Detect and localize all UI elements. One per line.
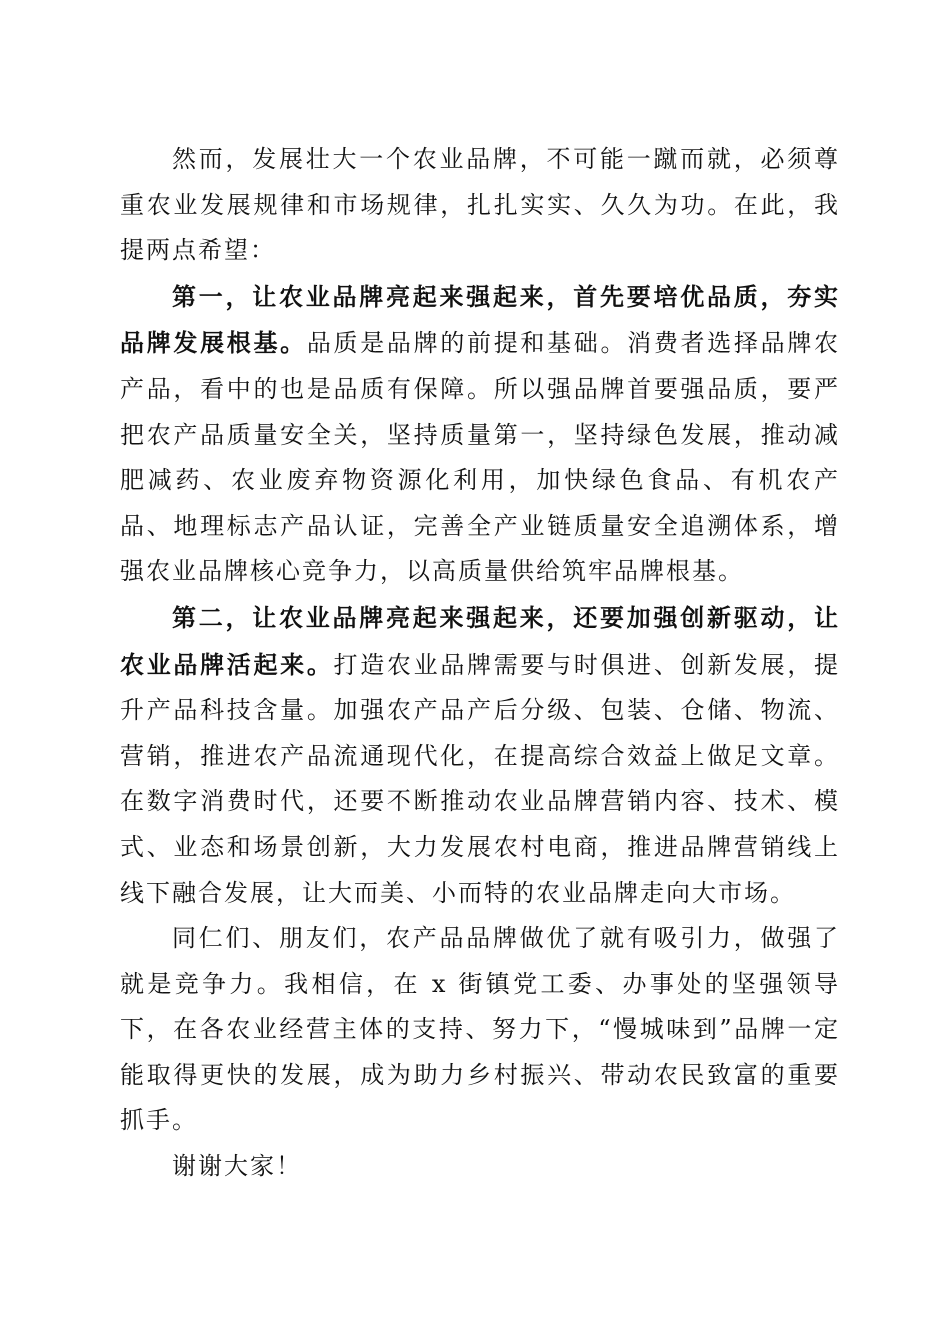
paragraph-intro: [120, 137, 840, 274]
paragraph-second-point-text: 打造农业品牌需要与时俱进、创新发展，提升产品科技含量。加强农产品产后分级、包装、仓储、物流、营销，推进农产品流通现代化，在提高综合效益上做足文章。在数字消费时代，还要不断推动农业品牌营销内容、技术、模式、业态和场景创新，大力发展农村电商，推进品牌营销线上线下融合发展，让大而美、小而特的农业品牌走向大市场。: [120, 650, 841, 907]
paragraph-intro-text: 然而，发展壮大一个农业品牌，不可能一蹴而就，必须尊重农业发展规律和市场规律，扎扎实实、久久为功。在此，我提两点希望：: [120, 145, 840, 265]
paragraph-first-point: [120, 274, 840, 595]
document-body: [120, 137, 840, 1190]
paragraph-second-point: [120, 595, 840, 916]
paragraph-thanks-text: 谢谢大家！: [172, 1152, 302, 1181]
paragraph-first-point-heading: 第一，让农业品牌亮起来强起来，首先要培优品质，夯实品牌发展根基。: [120, 281, 840, 358]
paragraph-closing: [120, 916, 840, 1144]
paragraph-second-point-heading: 第二，让农业品牌亮起来强起来，还要加强创新驱动，让农业品牌活起来。: [120, 602, 840, 679]
paragraph-first-point-text: 品质是品牌的前提和基础。消费者选择品牌农产品，看中的也是品质有保障。所以强品牌首要强品质，要严把农产品质量安全关，坚持质量第一，坚持绿色发展，推动减肥减药、农业废弃物资源化利用，加快绿色食品、有机农产品、地理标志产品认证，完善全产业链质量安全追溯体系，增强农业品牌核心竞争力，以高质量供给筑牢品牌根基。: [120, 329, 841, 586]
paragraph-closing-text: 同仁们、朋友们，农产品品牌做优了就有吸引力，做强了就是竞争力。我相信，在 x 街镇党工委、办事处的坚强领导下，在各农业经营主体的支持、努力下，“慢城味到”品牌一定能取得更快的发展，成为助力乡村振兴、带动农民致富的重要抓手。: [120, 924, 840, 1135]
paragraph-thanks: [120, 1144, 840, 1190]
